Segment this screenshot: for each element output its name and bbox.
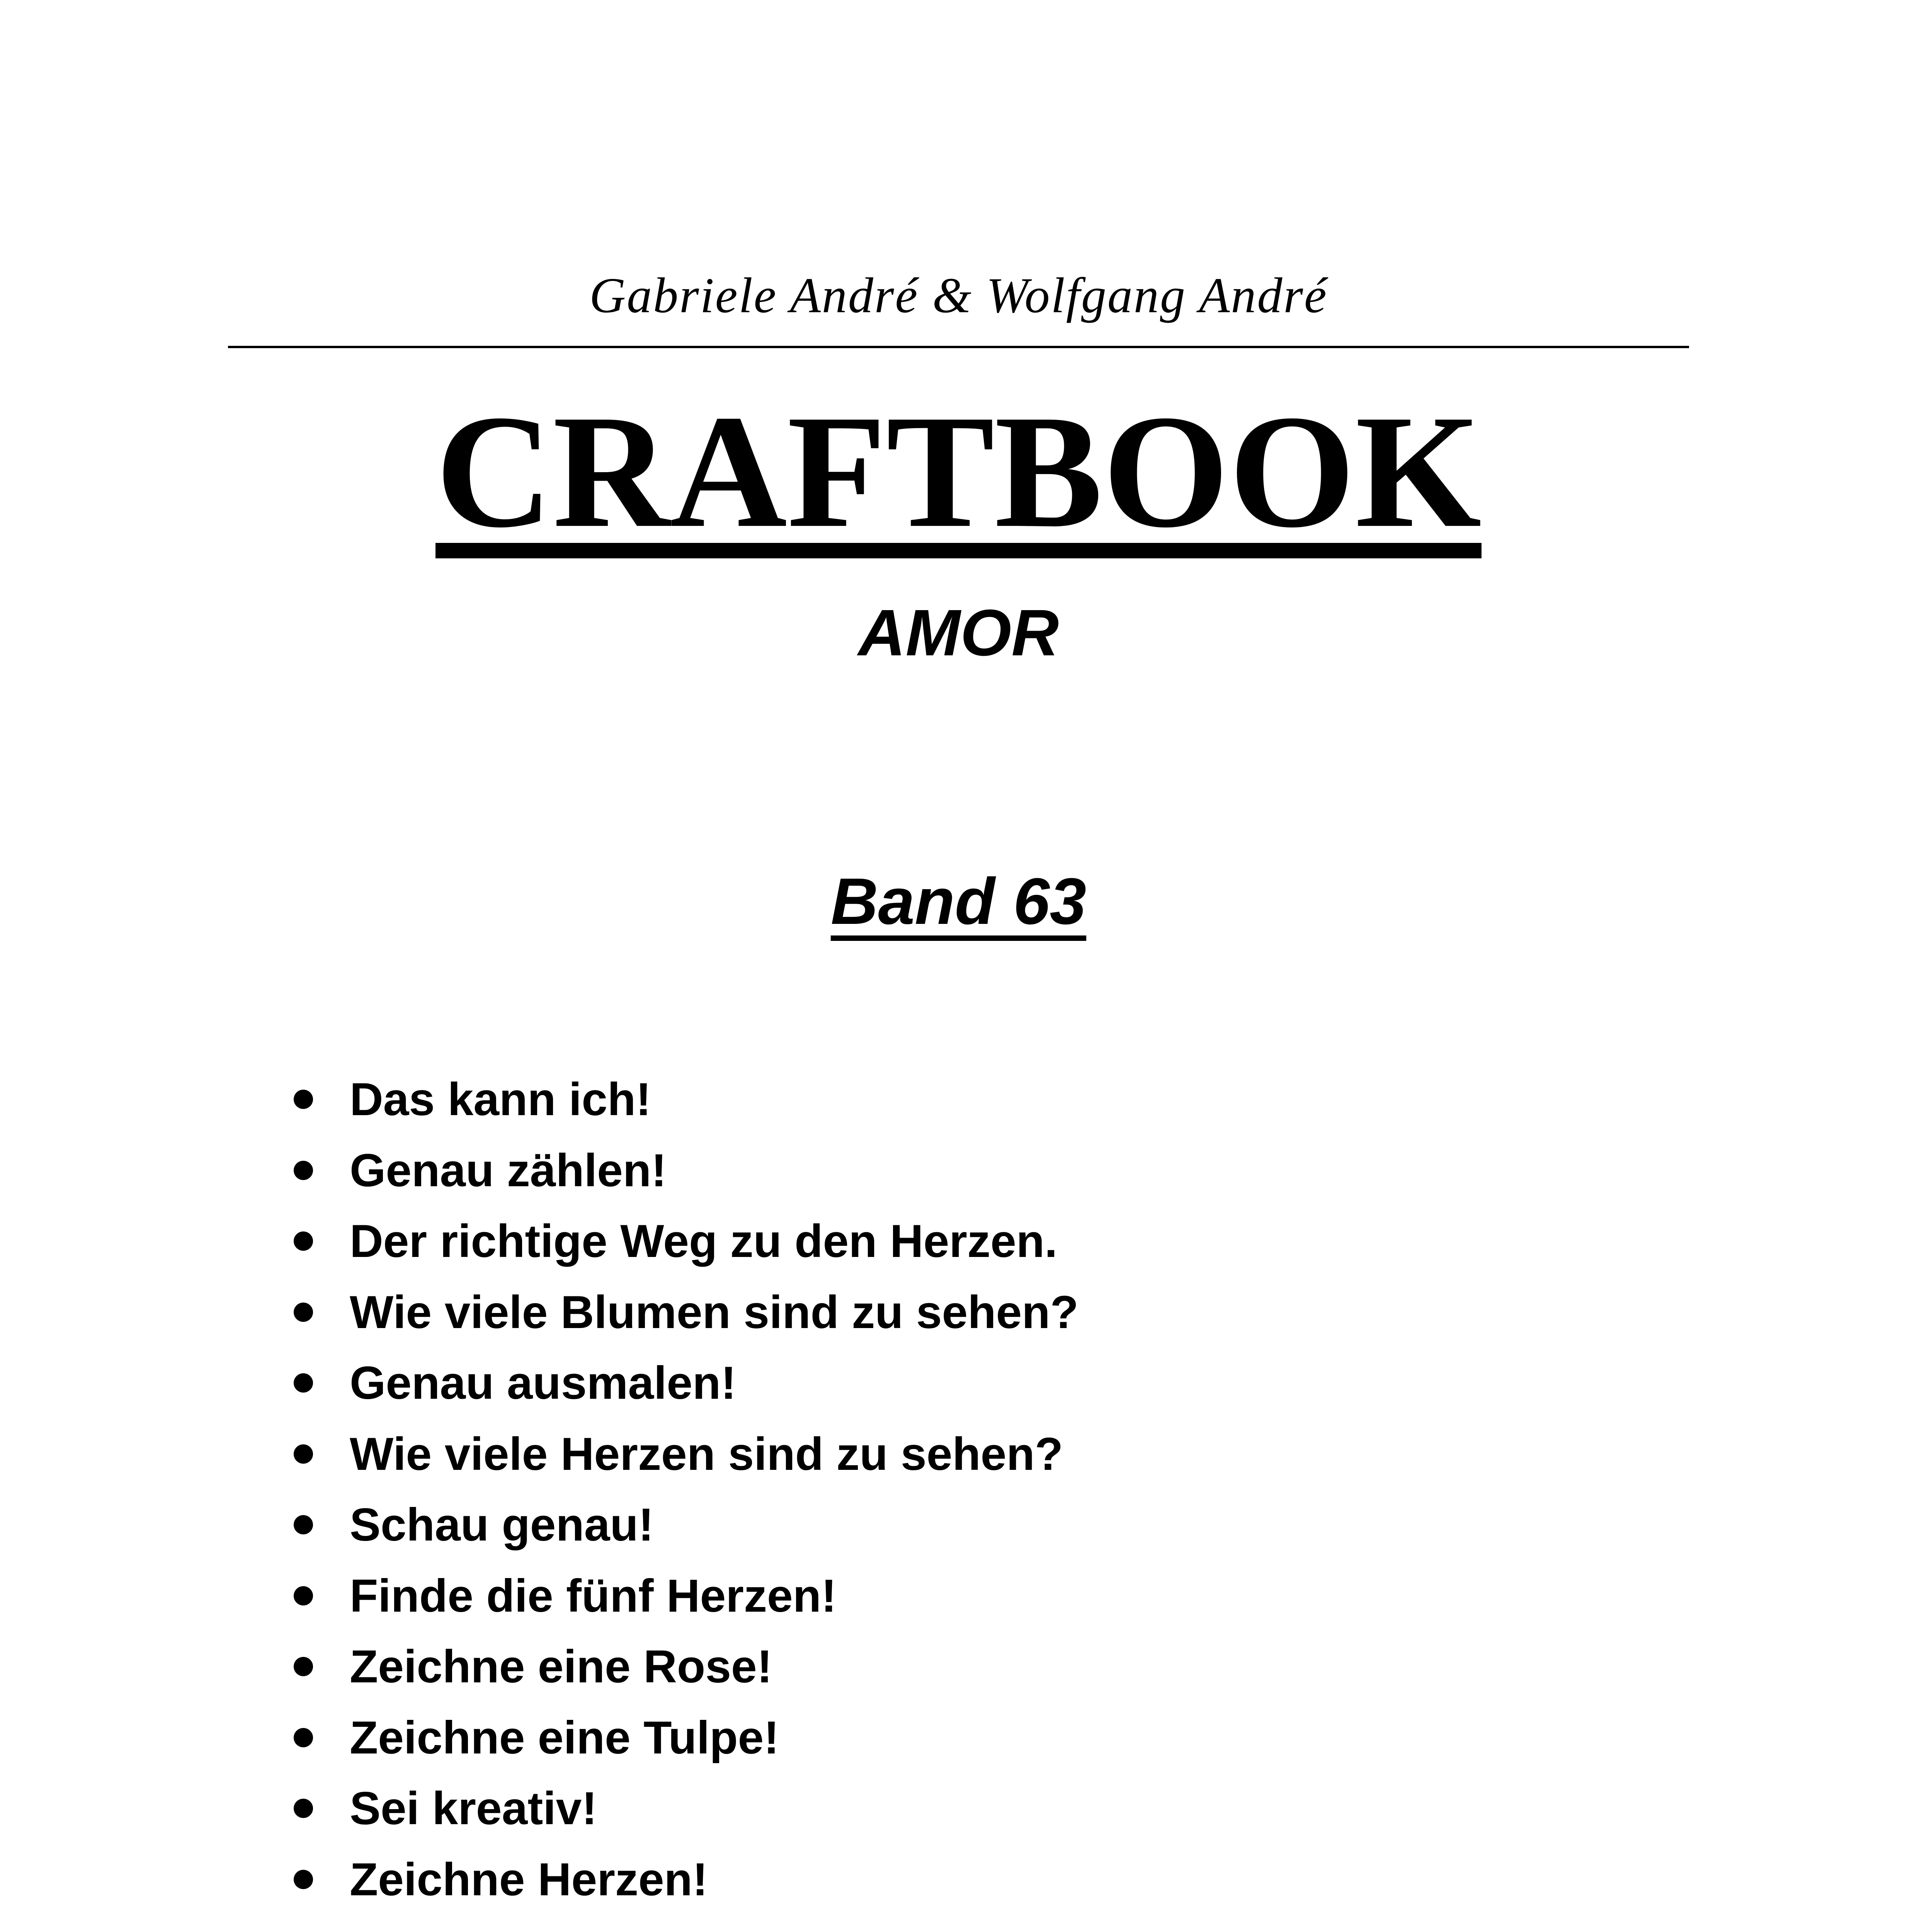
book-title-text: CRAFTBOOK	[435, 381, 1482, 561]
list-item	[294, 1212, 1078, 1283]
bullet-icon	[294, 1444, 313, 1464]
volume-label	[0, 864, 1917, 939]
list-item	[294, 1425, 1078, 1496]
list-item-text: Schau genau!	[350, 1499, 654, 1551]
list-item-text: Wie viele Blumen sind zu sehen?	[350, 1286, 1079, 1338]
list-item	[294, 1354, 1078, 1425]
bullet-icon	[294, 1090, 313, 1109]
bullet-icon	[294, 1728, 313, 1747]
list-item	[294, 1141, 1078, 1213]
bullet-icon	[294, 1373, 313, 1393]
list-item-text: Wie viele Herzen sind zu sehen?	[350, 1428, 1063, 1480]
list-item	[294, 1283, 1078, 1354]
list-item	[294, 1496, 1078, 1567]
list-item	[294, 1070, 1078, 1141]
book-title	[0, 381, 1917, 561]
author-line: Gabriele André & Wolfgang André	[589, 268, 1328, 323]
list-item	[294, 1638, 1078, 1709]
bullet-icon	[294, 1799, 313, 1818]
list-item-text: Das kann ich!	[350, 1073, 651, 1125]
list-item-text: Genau ausmalen!	[350, 1357, 737, 1409]
bullet-icon	[294, 1870, 313, 1889]
list-item	[294, 1850, 1078, 1922]
list-item	[294, 1709, 1078, 1780]
list-item-text: Zeichne eine Rose!	[350, 1641, 772, 1692]
book-subtitle: AMOR	[858, 596, 1059, 670]
bullet-icon	[294, 1515, 313, 1534]
list-item	[294, 1779, 1078, 1850]
bullet-icon	[294, 1657, 313, 1676]
topic-list	[294, 1070, 1078, 1921]
list-item-text: Zeichne Herzen!	[350, 1853, 708, 1905]
header-divider	[228, 346, 1689, 348]
bullet-icon	[294, 1586, 313, 1605]
volume-label-text: Band 63	[830, 865, 1087, 938]
bullet-icon	[294, 1303, 313, 1322]
list-item-text: Genau zählen!	[350, 1144, 667, 1196]
list-item-text: Sei kreativ!	[350, 1782, 597, 1834]
list-item-text: Finde die fünf Herzen!	[350, 1570, 837, 1622]
list-item-text: Zeichne eine Tulpe!	[350, 1711, 779, 1764]
bullet-icon	[294, 1231, 313, 1251]
list-item	[294, 1567, 1078, 1638]
list-item-text: Der richtige Weg zu den Herzen.	[350, 1215, 1058, 1267]
bullet-icon	[294, 1161, 313, 1180]
